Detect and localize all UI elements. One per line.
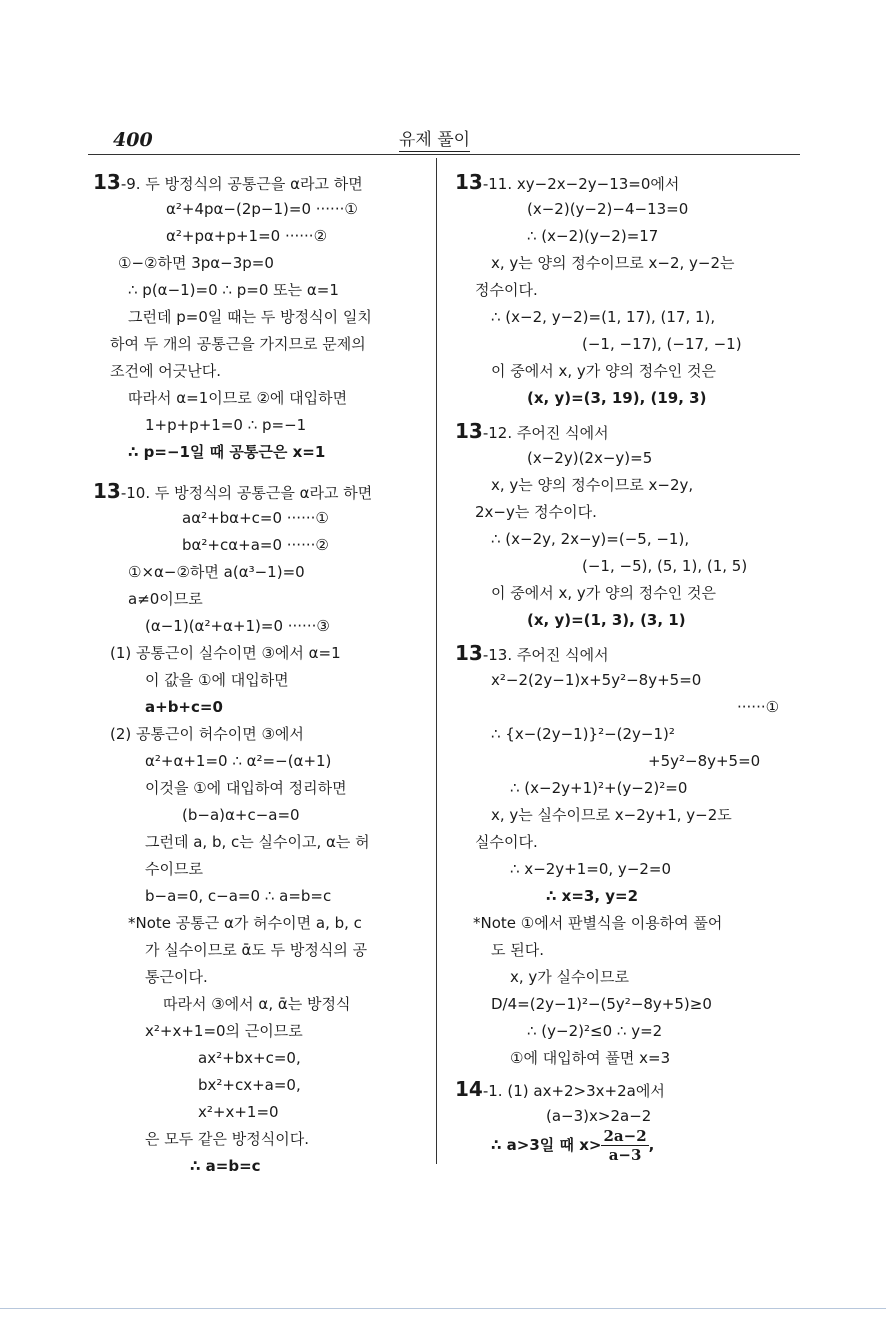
problem-intro-text: 주어진 식에서 [516,646,609,664]
solution-line [491,940,544,960]
line-text: x, y는 양의 정수이므로 x−2y, [491,476,694,494]
column-divider [436,158,437,1164]
solution-line [737,697,779,717]
problem-number: 13 [455,170,483,194]
solution-line [510,1048,670,1068]
line-text: 통근이다. [145,968,208,986]
answer-line [527,388,706,408]
line-text: ∴ a=b=c [190,1157,261,1175]
solution-line [491,253,735,273]
solution-line [128,280,339,300]
solution-line [145,751,331,771]
solution-line [145,967,208,987]
solution-line [546,1106,651,1126]
line-text: ∴ p=−1일 때 공통근은 x=1 [128,443,326,461]
line-text: ∴ (x−2y+1)²+(y−2)²=0 [510,779,688,797]
line-text: ∴ (x−2, y−2)=(1, 17), (17, 1), [491,308,716,326]
solution-line [145,940,367,960]
answer-line [190,1156,261,1176]
line-text: ∴ p(α−1)=0 ∴ p=0 또는 α=1 [128,281,339,299]
trailing-punctuation: , [648,1136,655,1154]
solution-line [128,562,305,582]
solution-line [491,307,715,327]
problem-heading [455,1079,665,1101]
line-text: D/4=(2y−1)²−(5y²−8y+5)≥0 [491,995,712,1013]
solution-line [491,805,732,825]
line-text: *Note 공통근 α가 허수이면 a, b, c [128,914,362,932]
line-text: x, y가 실수이므로 [510,968,629,986]
line-text: x²+x+1=0의 근이므로 [145,1022,303,1040]
line-text: 1+p+p+1=0 ∴ p=−1 [145,416,307,434]
line-text: (a−3)x>2a−2 [546,1107,652,1125]
problem-number: 13 [93,170,121,194]
line-text: 따라서 α=1이므로 ②에 대입하면 [128,389,348,407]
solution-line [182,805,300,825]
line-text: (x, y)=(3, 19), (19, 3) [527,389,707,407]
line-text: 도 된다. [491,941,545,959]
top-rule [88,154,800,155]
line-text: (−1, −17), (−17, −1) [582,335,742,353]
line-text: α²+α+1=0 ∴ α²=−(α+1) [145,752,332,770]
line-text: ······① [737,698,780,716]
solution-line [128,307,372,327]
line-text: 하여 두 개의 공통근을 가지므로 문제의 [110,335,366,353]
line-text: 이 값을 ①에 대입하면 [145,671,289,689]
line-text: a≠0이므로 [128,590,203,608]
solution-line [510,859,671,879]
solution-line [198,1048,301,1068]
solution-line [491,475,693,495]
line-text: ∴ (x−2)(y−2)=17 [527,227,659,245]
problem-number: 13 [93,479,121,503]
line-text: ∴ a>3일 때 x> [491,1136,602,1154]
problem-heading [455,421,609,443]
solution-line [491,994,712,1014]
line-text: x²+x+1=0 [198,1103,279,1121]
line-text: 조건에 어긋난다. [110,362,221,380]
problem-heading [93,172,363,194]
solution-line [582,556,747,576]
answer-line [128,442,325,462]
line-text: 따라서 ③에서 α, ᾱ는 방정식 [163,995,351,1013]
line-text: ∴ x−2y+1=0, y−2=0 [510,860,672,878]
line-text: ax²+bx+c=0, [198,1049,301,1067]
line-text: (b−a)α+c−a=0 [182,806,300,824]
line-text: aα²+bα+c=0 ······① [182,509,329,527]
solution-line [128,913,362,933]
solution-line [527,199,688,219]
solution-line [648,751,760,771]
solution-line [145,670,289,690]
page-number: 400 [113,129,153,151]
problem-intro-text: 주어진 식에서 [516,424,609,442]
line-text: 이 중에서 x, y가 양의 정수인 것은 [491,584,717,602]
line-text: (x−2)(y−2)−4−13=0 [527,200,689,218]
bottom-rule [0,1308,886,1309]
solution-line [145,1021,303,1041]
solution-line [145,778,347,798]
solution-line [491,361,716,381]
line-text: x, y는 양의 정수이므로 x−2, y−2는 [491,254,735,272]
problem-subnumber: -1. [482,1082,503,1100]
solution-line [182,535,329,555]
solution-line [510,778,687,798]
line-text: 그런데 a, b, c는 실수이고, α는 허 [145,833,370,851]
solution-line [145,415,306,435]
solution-line [145,1129,309,1149]
line-text: (x, y)=(1, 3), (3, 1) [527,611,686,629]
fraction [601,1127,648,1164]
solution-line [491,583,716,603]
problem-subnumber: -11. [482,175,513,193]
problem-heading [93,481,372,503]
solution-line [166,199,358,219]
line-text: ①×α−②하면 a(α³−1)=0 [128,563,305,581]
line-text: 이 중에서 x, y가 양의 정수인 것은 [491,362,717,380]
line-text: 은 모두 같은 방정식이다. [145,1130,309,1148]
problem-intro-text: (1) ax+2>3x+2a에서 [507,1082,665,1100]
line-text: +5y²−8y+5=0 [648,752,761,770]
line-text: (−1, −5), (5, 1), (1, 5) [582,557,748,575]
problem-heading [455,172,679,194]
solution-line [145,886,331,906]
problem-number: 13 [455,419,483,443]
solution-line [491,670,701,690]
solution-line [110,361,221,381]
solution-line [527,226,658,246]
problem-subnumber: -12. [482,424,513,442]
line-text: 그런데 p=0일 때는 두 방정식이 일치 [128,308,372,326]
answer-line [546,886,638,906]
line-text: bx²+cx+a=0, [198,1076,301,1094]
line-text: 실수이다. [475,833,538,851]
solution-line [527,448,652,468]
answer-line [491,1127,654,1164]
line-text: (1) 공통근이 실수이면 ③에서 α=1 [110,644,341,662]
solution-line [198,1075,301,1095]
problem-intro-text: xy−2x−2y−13=0에서 [516,175,680,193]
solution-line [163,994,350,1014]
line-text: ①에 대입하여 풀면 x=3 [510,1049,671,1067]
solution-line [198,1102,279,1122]
solution-line [166,226,327,246]
line-text: (2) 공통근이 허수이면 ③에서 [110,725,304,743]
solution-line [110,724,304,744]
solution-line [128,388,347,408]
line-text: x, y는 실수이므로 x−2y+1, y−2도 [491,806,732,824]
line-text: ∴ {x−(2y−1)}²−(2y−1)² [491,725,675,743]
solution-line [110,334,366,354]
problem-subnumber: -10. [120,484,151,502]
line-text: x²−2(2y−1)x+5y²−8y+5=0 [491,671,702,689]
line-text: ∴ x=3, y=2 [546,887,639,905]
answer-line [527,610,686,630]
line-text: a+b+c=0 [145,698,223,716]
solution-line [145,859,203,879]
solution-line [473,913,722,933]
fraction-numerator: 2a−2 [603,1127,647,1145]
solution-line [491,724,675,744]
solution-line [118,253,274,273]
solution-line [475,502,597,522]
solution-line [582,334,742,354]
problem-intro-text: 두 방정식의 공통근을 α라고 하면 [154,484,373,502]
problem-number: 13 [455,641,483,665]
solution-line [182,508,329,528]
problem-number: 14 [455,1077,483,1101]
line-text: ∴ (y−2)²≤0 ∴ y=2 [527,1022,663,1040]
line-text: 2x−y는 정수이다. [475,503,597,521]
answer-line [145,697,223,717]
line-text: *Note ①에서 판별식을 이용하여 풀어 [473,914,723,932]
solution-line [145,832,370,852]
line-text: bα²+cα+a=0 ······② [182,536,329,554]
line-text: 정수이다. [475,281,538,299]
solution-line [510,967,629,987]
page-title: 유제 풀이 [399,130,471,150]
solution-line [128,589,203,609]
problem-intro-text: 두 방정식의 공통근을 α라고 하면 [145,175,363,193]
problem-heading [455,643,609,665]
solution-line [145,616,330,636]
line-text: (x−2y)(2x−y)=5 [527,449,653,467]
solution-line [527,1021,662,1041]
line-text: 수이므로 [145,860,203,878]
line-text: 가 실수이므로 ᾱ도 두 방정식의 공 [145,941,368,959]
solution-line [110,643,341,663]
line-text: 이것을 ①에 대입하여 정리하면 [145,779,347,797]
problem-subnumber: -13. [482,646,513,664]
solution-line [475,832,538,852]
fraction-denominator: a−3 [608,1146,642,1164]
line-text: α²+4pα−(2p−1)=0 ······① [166,200,358,218]
problem-subnumber: -9. [120,175,141,193]
line-text: ①−②하면 3pα−3p=0 [118,254,274,272]
solution-line [475,280,538,300]
line-text: α²+pα+p+1=0 ······② [166,227,328,245]
line-text: b−a=0, c−a=0 ∴ a=b=c [145,887,332,905]
line-text: ∴ (x−2y, 2x−y)=(−5, −1), [491,530,690,548]
solution-line [491,529,689,549]
line-text: (α−1)(α²+α+1)=0 ······③ [145,617,330,635]
